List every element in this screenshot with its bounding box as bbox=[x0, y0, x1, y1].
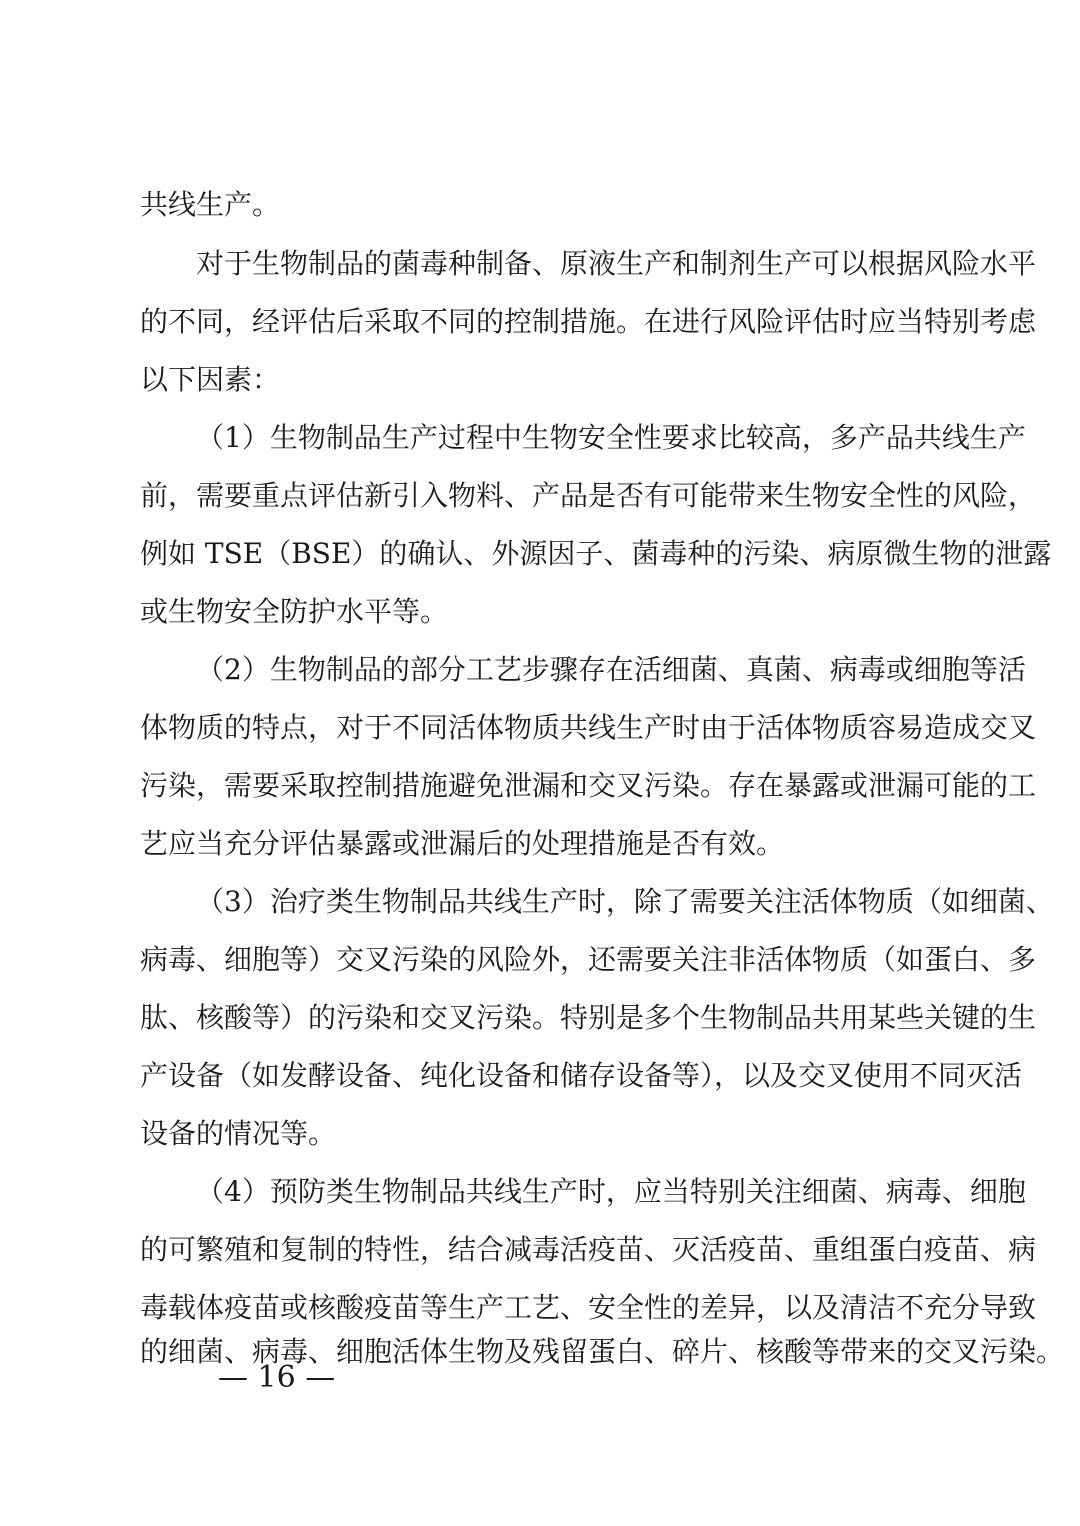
text-line: （2）生物制品的部分工艺步骤存在活细菌、真菌、病毒或细胞等活 bbox=[196, 653, 1026, 686]
text-line: 以下因素： bbox=[140, 363, 281, 396]
text-line: 设备的情况等。 bbox=[140, 1117, 337, 1150]
text-line: 毒载体疫苗或核酸疫苗等生产工艺、安全性的差异，以及清洁不充分导致 bbox=[140, 1291, 1037, 1324]
text-line: 产设备（如发酵设备、纯化设备和储存设备等），以及交叉使用不同灭活 bbox=[140, 1059, 1023, 1092]
text-line: 对于生物制品的菌毒种制备、原液生产和制剂生产可以根据风险水平 bbox=[196, 247, 1037, 280]
text-line: 艺应当充分评估暴露或泄漏后的处理措施是否有效。 bbox=[140, 827, 785, 860]
text-line: 污染，需要采取控制措施避免泄漏和交叉污染。存在暴露或泄漏可能的工 bbox=[140, 769, 1037, 802]
text-line: 的可繁殖和复制的特性，结合减毒活疫苗、灭活疫苗、重组蛋白疫苗、病 bbox=[140, 1233, 1037, 1266]
text-line: 的不同，经评估后采取不同的控制措施。在进行风险评估时应当特别考虑 bbox=[140, 305, 1037, 338]
text-line: 病毒、细胞等）交叉污染的风险外，还需要关注非活体物质（如蛋白、多 bbox=[140, 943, 1037, 976]
text-line: （4）预防类生物制品共线生产时，应当特别关注细菌、病毒、细胞 bbox=[196, 1175, 1026, 1208]
text-line: 肽、核酸等）的污染和交叉污染。特别是多个生物制品共用某些关键的生 bbox=[140, 1001, 1037, 1034]
text-line: （1）生物制品生产过程中生物安全性要求比较高，多产品共线生产 bbox=[196, 421, 1026, 454]
text-line: 体物质的特点，对于不同活体物质共线生产时由于活体物质容易造成交叉 bbox=[140, 711, 1037, 744]
text-line: （3）治疗类生物制品共线生产时，除了需要关注活体物质（如细菌、 bbox=[196, 885, 1054, 918]
text-line: 前，需要重点评估新引入物料、产品是否有可能带来生物安全性的风险， bbox=[140, 479, 1037, 512]
text-line: 例如 TSE（BSE）的确认、外源因子、菌毒种的污染、病原微生物的泄露 bbox=[140, 537, 1052, 570]
page-number: — 16 — bbox=[218, 1360, 336, 1395]
text-line: 或生物安全防护水平等。 bbox=[140, 595, 449, 628]
text-line: 共线生产。 bbox=[140, 188, 281, 221]
text-line: 的细菌、病毒、细胞活体生物及残留蛋白、碎片、核酸等带来的交叉污染。 bbox=[140, 1335, 1065, 1368]
